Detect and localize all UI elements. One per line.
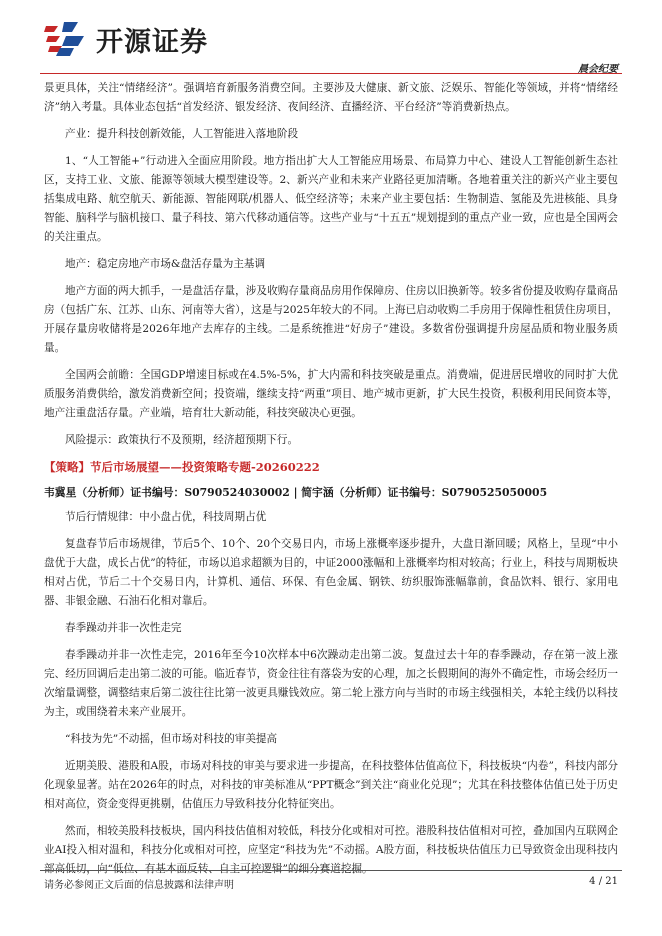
company-logo	[44, 18, 244, 58]
subheading-post-holiday: 节后行情规律：中小盘占优，科技周期占优	[65, 511, 267, 523]
logo-text: 开源证券	[96, 27, 208, 58]
header-divider	[40, 73, 622, 74]
strategy-title: 【策略】节后市场展望——投资策略专题-20260222	[44, 460, 320, 474]
logo-mark-icon	[44, 18, 88, 58]
analyst-credentials: 韦冀星（分析师）证书编号：S0790524030002 | 简宇涵（分析师）证书编号：S0790525050005	[44, 486, 548, 499]
subheading-tech-first: “科技为先”不动摇，但市场对科技的审美提高	[65, 733, 278, 745]
subheading-real-estate: 地产：稳定房地产市场&盘活存量为主基调	[65, 258, 266, 270]
paragraph-two-sessions: 全国两会前瞻：全国GDP增速目标或在4.5%-5%，扩大内需和科技突破是重点。消费端，促进居民增收的同时扩大优质服务消费供给，激发消费新空间；投资端，继续支持“两重”项目、地产城市更新，扩大民生投资，积极利用民间资本等，地产注重盘活存量。产业端，培育壮大新动能，科技突破决心更强。	[44, 369, 618, 419]
footer-divider	[40, 870, 622, 871]
footer-disclaimer: 请务必参阅正文后面的信息披露和法律声明	[44, 880, 234, 891]
paragraph-spring-rally: 春季躁动并非一次性走完，2016年至今10次样本中6次躁动走出第二波。复盘过去十年的春季躁动，存在第一波上涨完、经历回调后走出第二波的可能。临近春节，资金往往有落袋为安的心理，加之长假期间的海外不确定性，市场会经历一次缩量调整，调整结束后第二波往往比第一波更具赚钱效应。第二轮上涨方向与当时的市场主线强相关，本轮主线仍以科技为主，或围绕着未来产业展开。	[44, 649, 618, 718]
subheading-industry: 产业：提升科技创新效能，人工智能进入落地阶段	[65, 128, 299, 140]
report-body	[44, 79, 618, 887]
paragraph-real-estate: 地产方面的两大抓手，一是盘活存量，涉及收购存量商品房用作保障房、住房以旧换新等。较多省份提及收购存量商品房（包括广东、江苏、山东、河南等大省），这是与2025年较大的不同。上海已启动收购二手房用于保障性租赁住房项目，开展存量房收储将是2026年地产去库存的主线。二是系统推进“好房子”建设。多数省份强调提升房屋品质和物业服务质量。	[44, 285, 618, 354]
paragraph-tech-valuation: 然而，相较美股科技板块，国内科技估值相对较低，科技分化或相对可控。港股科技估值相对可控，叠加国内互联网企业AI投入相对温和，科技分化或相对可控，应坚定“科技为先”不动摇。A股方面，科技板块估值压力已导致资金出现科技内部高低切，向“低位、有基本面反转、自主可控逻辑”的细分赛道挖掘。	[44, 825, 618, 875]
paragraph-tech-aesthetics: 近期美股、港股和A股，市场对科技的审美与要求进一步提高，在科技整体估值高位下，科技板块“内卷”，科技内部分化现象显著。站在2026年的时点，对科技的审美标准从“PPT概念”到关注“商业化兑现”；尤其在科技整体估值已处于历史相对高位，资金变得更挑剔，估值压力导致科技分化特征突出。	[44, 760, 618, 810]
risk-warning: 风险提示：政策执行不及预期，经济超预期下行。	[65, 434, 299, 446]
page-header	[0, 0, 662, 75]
paragraph-post-holiday: 复盘春节后市场规律，节后5个、10个、20个交易日内，市场上涨概率逐步提升，大盘日渐回暖；风格上，呈现“中小盘优于大盘，成长占优”的特征，市场以追求超额为目的，中证2000涨幅和上涨概率均相对较高；行业上，科技与周期板块相对占优，节后二十个交易日内，计算机、通信、环保、有色金属、钢铁、纺织服饰涨幅靠前，食品饮料、银行、家用电器、非银金融、石油石化相对靠后。	[44, 538, 618, 607]
section-tag: 晨会纪要	[578, 64, 618, 75]
paragraph-industry: 1、“人工智能+”行动进入全面应用阶段。地方指出扩大人工智能应用场景、布局算力中心、建设人工智能创新生态社区，支持工业、文旅、能源等领域大模型建设等。2、新兴产业和未来产业路径更加清晰。各地着重关注的新兴产业主要包括集成电路、航空航天、新能源、智能网联/机器人、低空经济等；未来产业主要包括：生物制造、氢能及先进核能、具身智能、脑科学与脑机接口、量子科技、第六代移动通信等。这些产业与“十五五”规划提到的重点产业一致，应也是全国两会的关注重点。	[44, 155, 618, 243]
page-number: 4 / 21	[589, 876, 618, 887]
paragraph-consumption: 景更具体，关注“情绪经济”。强调培育新服务消费空间。主要涉及大健康、新文旅、泛娱乐、智能化等领域，并将“情绪经济”纳入考量。具体业态包括“首发经济、银发经济、夜间经济、直播经济、平台经济”等消费新热点。	[44, 82, 618, 113]
subheading-spring-rally: 春季躁动并非一次性走完	[65, 622, 182, 634]
